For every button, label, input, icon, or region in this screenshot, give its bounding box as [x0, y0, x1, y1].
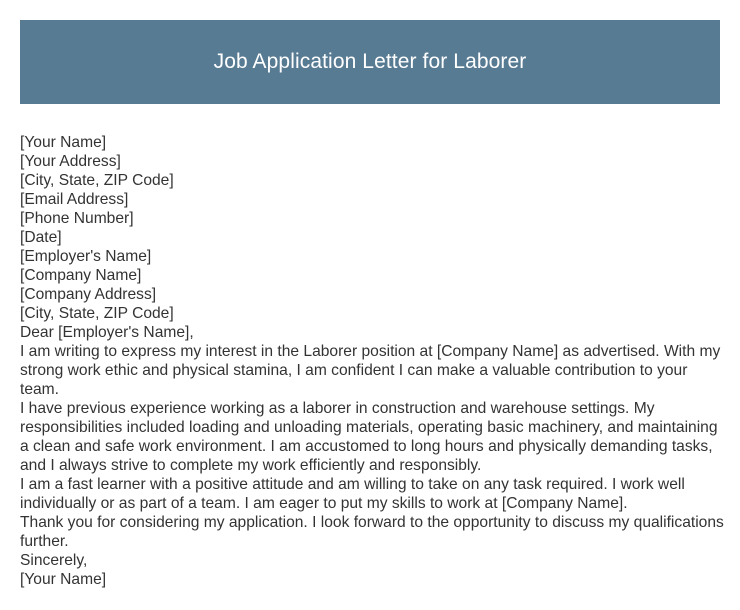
sender-city-state-zip: [City, State, ZIP Code] [20, 172, 174, 189]
page-title: Job Application Letter for Laborer [213, 50, 527, 73]
letter-body [20, 133, 724, 589]
salutation: Dear [Employer's Name], [20, 324, 194, 341]
paragraph-attitude: I am a fast learner with a positive attitude and am willing to take on any task required. I work well individually or as part of a team. I am eager to put my skills to work at [Company Name]. [20, 476, 685, 512]
signature: [Your Name] [20, 571, 107, 588]
recipient-company-address: [Company Address] [20, 286, 157, 303]
sender-address: [Your Address] [20, 153, 121, 170]
paragraph-interest: I am writing to express my interest in the Laborer position at [Company Name] as advertised. With my strong work ethic and physical stamina, I am confident I can make a valuable contribution to your team. [20, 343, 721, 398]
letter-date: [Date] [20, 229, 62, 246]
closing: Sincerely, [20, 552, 88, 569]
sender-name: [Your Name] [20, 134, 107, 151]
paragraph-experience: I have previous experience working as a laborer in construction and warehouse settings. My responsibilities included loading and unloading materials, operating basic machinery, and maintaining a clean and safe work environment. I am accustomed to long hours and physically demanding tasks, and I always strive to complete my work efficiently and responsibly. [20, 400, 718, 474]
sender-email: [Email Address] [20, 191, 129, 208]
recipient-employer-name: [Employer's Name] [20, 248, 152, 265]
paragraph-thanks: Thank you for considering my application. I look forward to the opportunity to discuss my qualifications further. [20, 514, 724, 550]
recipient-company-name: [Company Name] [20, 267, 142, 284]
recipient-city-state-zip: [City, State, ZIP Code] [20, 305, 174, 322]
title-banner [20, 20, 720, 104]
sender-phone: [Phone Number] [20, 210, 134, 227]
